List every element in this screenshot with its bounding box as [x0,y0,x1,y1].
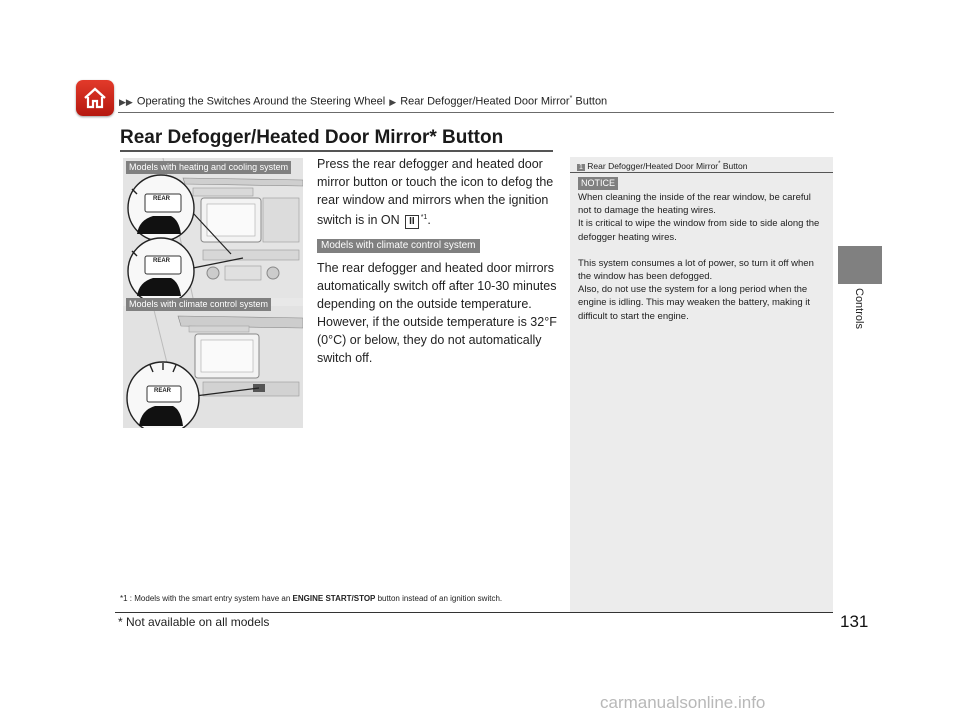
breadcrumb [118,95,834,108]
page-title [120,127,503,149]
breadcrumb-arrow-icon: ▶▶ [119,96,133,107]
page-title-asterisk: * [429,127,437,148]
footnote: *1 : Models with the smart entry system have an ENGINE START/STOP button instead of an ignition switch. [120,594,503,603]
watermark: carmanualsonline.info [600,693,766,712]
home-icon [82,86,108,110]
dashboard-illustration [123,158,303,428]
notes-heading-number: 1 [579,164,583,171]
paragraph-press-button: Press the rear defogger and heated door mirror button or touch the icon to defog the rear window and mirrors when the ignition switch is in ON II $^{*1}$. [317,157,554,228]
paragraph-auto-off: The rear defogger and heated door mirrors automatically switch off after 10-30 minutes depending on the outside temperature. However, if the outside temperature is 32°F (0°C) or below, they do not automatically switch off. [317,261,557,366]
note-paragraph: Also, do not use the system for a long period when the engine is idling. This may weaken the battery, making it difficult to start the engine. [578,284,810,322]
page-number: 131 [840,612,869,631]
notice-badge: NOTICE [578,177,618,190]
breadcrumb-asterisk: * [569,95,573,102]
figure-label-climate-control: Models with climate control system [126,298,271,311]
notes-panel [570,157,833,612]
ignition-position-key: II [405,215,419,229]
footnote-reference[interactable]: *1 [420,214,428,221]
page-title-text: Rear Defogger/Heated Door Mirror [120,127,430,148]
figure-label-heating-cooling: Models with heating and cooling system [126,161,291,174]
title-divider [120,150,553,152]
button-label-rear: REAR [153,196,171,202]
footer-divider [115,612,833,613]
breadcrumb-item-defogger[interactable]: Rear Defogger/Heated Door Mirror [400,95,570,108]
availability-note: * Not available on all models [118,615,270,629]
model-tag-climate-control: Models with climate control system [317,239,480,253]
body-text [317,155,557,367]
note-paragraph: This system consumes a lot of power, so turn it off when the window has been defogged. [578,257,814,283]
note-paragraph: It is critical to wipe the window from side to side along the defogger heating wires. [578,218,820,243]
page-title-suffix: Button [442,127,504,148]
notes-body [578,191,826,323]
button-label-rear: REAR [154,388,172,394]
header-divider [118,112,834,113]
button-label-rear: REAR [153,258,171,264]
section-tab-label[interactable]: Controls [853,288,865,329]
breadcrumb-item-button[interactable]: Button [575,95,608,108]
notes-divider [570,172,833,173]
home-button[interactable] [76,80,114,116]
breadcrumb-item-switches[interactable]: Operating the Switches Around the Steering Wheel [136,95,386,108]
breadcrumb-arrow-icon: ▶ [389,96,397,107]
dashboard-drawing [123,158,303,428]
note-paragraph: When cleaning the inside of the rear window, be careful not to damage the heating wires. [578,192,811,217]
notes-heading: 1 Rear Defogger/Heated Door Mirror* Button [579,161,748,171]
section-tab-marker [838,246,882,284]
